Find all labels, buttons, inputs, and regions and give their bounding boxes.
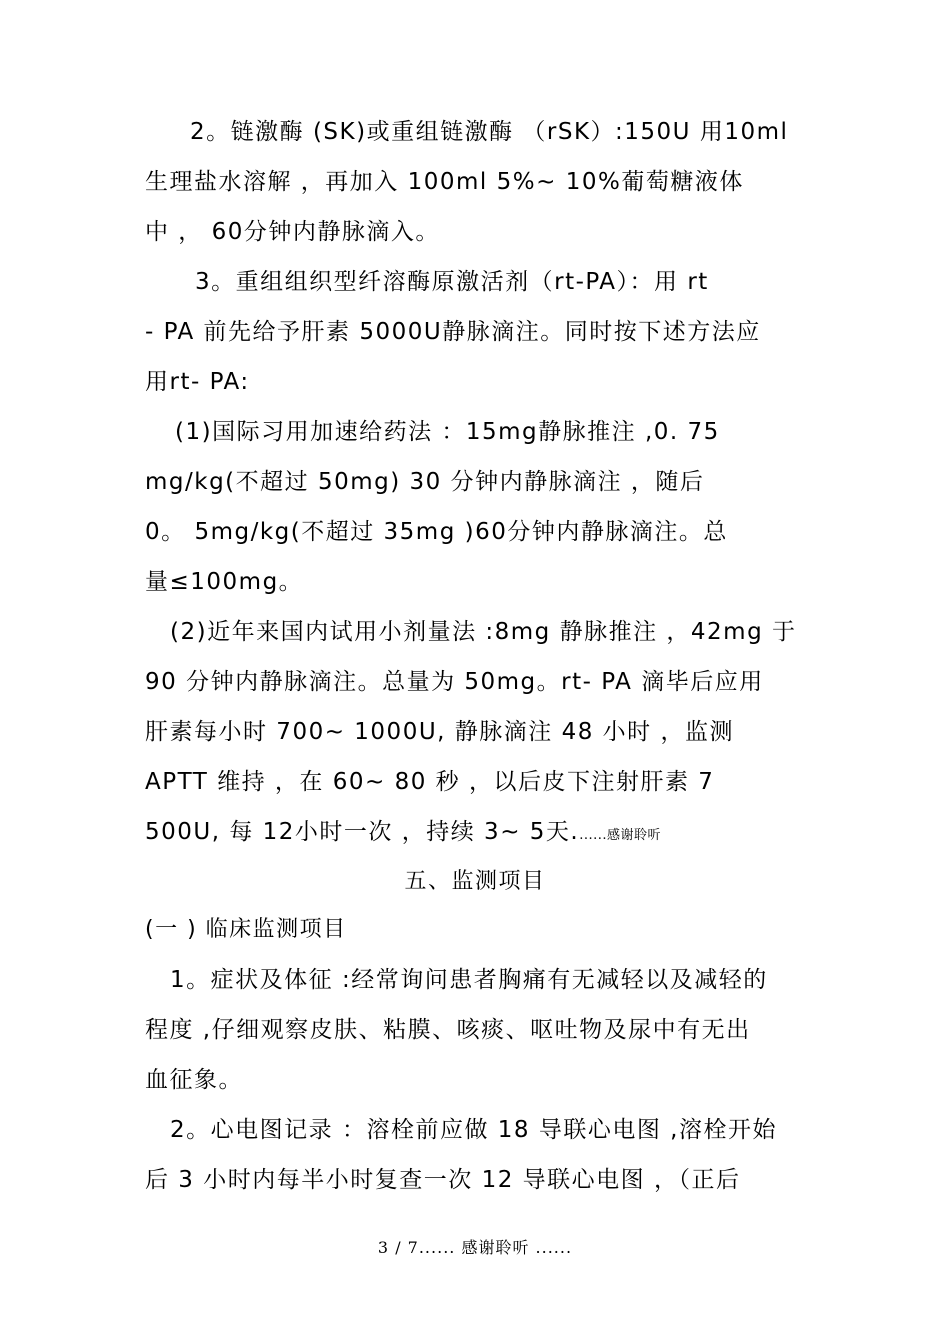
paragraph-line: mg/kg(不超过 50mg) 30 分钟内静脉滴注 ，随后 (145, 469, 705, 495)
paragraph-line: 2。链激酶 (SK)或重组链激酶 （rSK）:150U 用10ml (190, 119, 789, 145)
paragraph-line: (2)近年来国内试用小剂量法 :8mg 静脉推注 ，42mg 于 (170, 619, 797, 645)
paragraph-line: 2。心电图记录 ：溶栓前应做 18 导联心电图 ,溶栓开始 (170, 1117, 777, 1143)
paragraph-line: 程度 ,仔细观察皮肤、粘膜、咳痰、呕吐物及尿中有无出 (145, 1017, 751, 1043)
paragraph-line: 中 ， 60分钟内静脉滴入。 (145, 219, 440, 245)
paragraph-line: 90 分钟内静脉滴注。总量为 50mg。rt- PA 滴毕后应用 (145, 669, 764, 695)
paragraph-line: 3。重组组织型纤溶酶原激活剂（rt-PA）：用 rt (195, 269, 709, 295)
section-title: 五、监测项目 (404, 869, 546, 894)
paragraph-line: 肝素每小时 700~ 1000U, 静脉滴注 48 小时 ，监测 (145, 719, 734, 745)
paragraph-text: 500U, 每 12小时一次 ，持续 3~ 5天. (145, 819, 580, 845)
subsection-title: (一 ) 临床监测项目 (145, 917, 347, 942)
paragraph-line: 1。症状及体征 :经常询问患者胸痛有无减轻以及减轻的 (170, 967, 768, 993)
paragraph-line: 用rt- PA: (145, 369, 250, 395)
page-footer: 3 / 7...... 感谢聆听 ...... (377, 1238, 573, 1257)
paragraph-line (145, 817, 810, 851)
paragraph-line: (1)国际习用加速给药法 ：15mg静脉推注 ,0. 75 (175, 419, 720, 445)
paragraph-line: 0。 5mg/kg(不超过 35mg )60分钟内静脉滴注。总 (145, 519, 728, 545)
paragraph-line: - PA 前先给予肝素 5000U静脉滴注。同时按下述方法应 (145, 319, 761, 345)
paragraph-line: 后 3 小时内每半小时复查一次 12 导联心电图 ，（正后 (145, 1167, 741, 1193)
paragraph-line: APTT 维持 ，在 60~ 80 秒 ，以后皮下注射肝素 7 (145, 769, 715, 795)
inline-note: ......感谢聆听 (579, 828, 662, 843)
paragraph-line: 量≤100mg。 (145, 569, 304, 595)
paragraph-line: 生理盐水溶解 ，再加入 100ml 5%~ 10%葡萄糖液体 (145, 169, 744, 195)
paragraph-line: 血征象。 (145, 1067, 243, 1093)
